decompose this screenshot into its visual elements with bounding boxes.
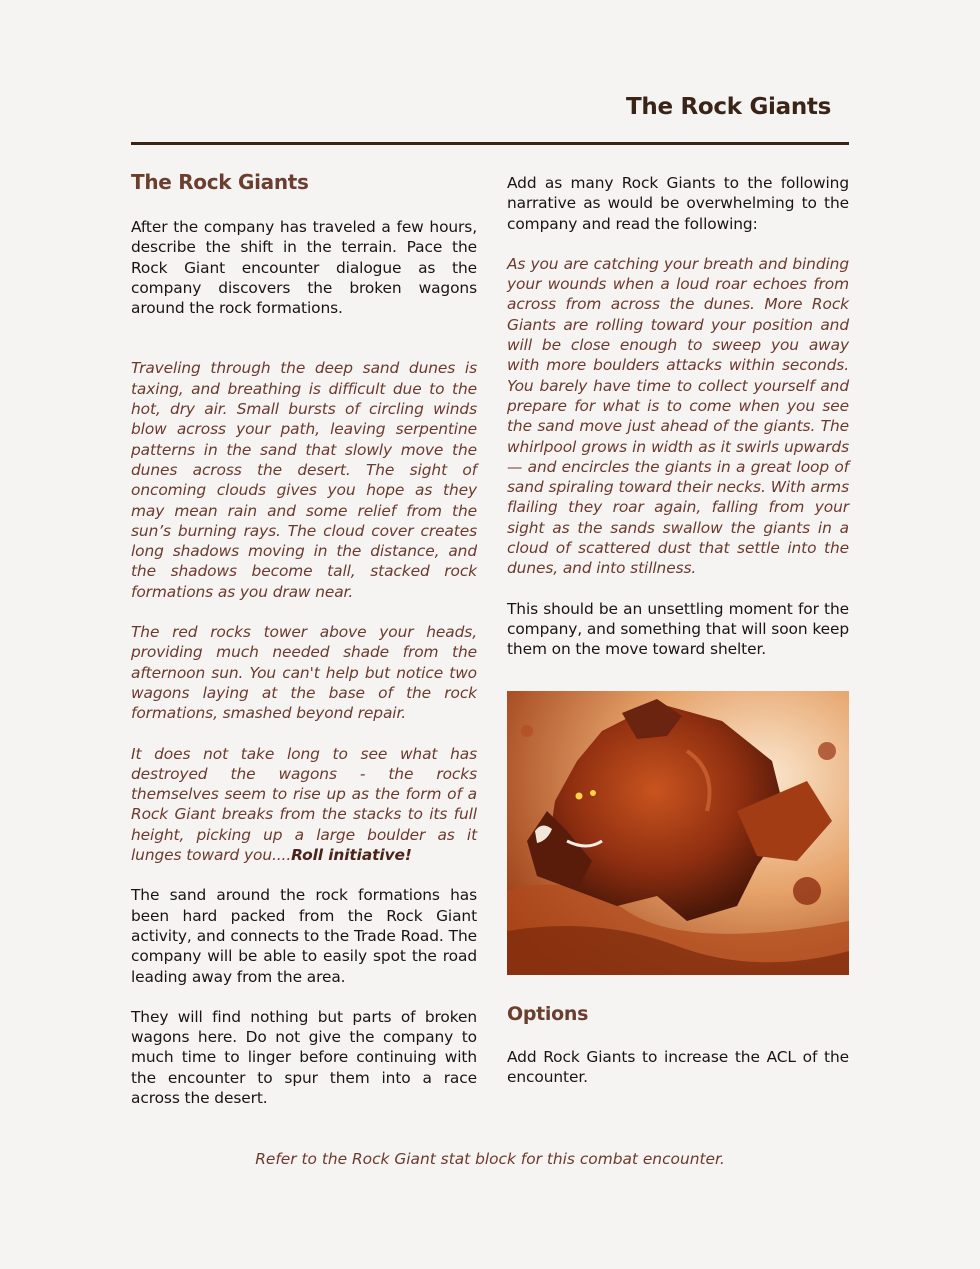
right-column — [507, 173, 849, 1087]
running-header-title: The Rock Giants — [626, 94, 831, 120]
right-intro-paragraph: Add as many Rock Giants to the following narrative as would be overwhelming to the company and read the following: — [507, 174, 849, 233]
roll-initiative-emphasis: Roll initiative! — [291, 846, 412, 865]
right-body-paragraph: This should be an unsettling moment for the company, and something that will soon keep them on the move toward shelter. — [507, 599, 849, 659]
options-paragraph: Add Rock Giants to increase the ACL of the encounter. — [507, 1047, 849, 1086]
read-aloud-text: It does not take long to see what has destroyed the wagons - the rocks themselves seem to rise up as the form of a Rock Giant breaks from the stacks to its full height, picking up a large boulder as it lunges toward you.... — [131, 744, 477, 865]
body-paragraph-1: The sand around the rock formations has been hard packed from the Rock Giant activity, and connects to the Trade Road. The company will be able to easily spot the road leading away from the area. — [131, 886, 477, 986]
intro-paragraph: After the company has traveled a few hours, describe the shift in the terrain. Pace the Rock Giant encounter dialogue as the company discovers the broken wagons around the rock formations. — [131, 218, 477, 318]
section-title: The Rock Giants — [131, 170, 309, 194]
footer-note: Refer to the Rock Giant stat block for this combat encounter. — [255, 1150, 725, 1168]
rock-giant-illustration — [507, 691, 849, 975]
read-aloud-paragraph-3 — [131, 744, 477, 866]
header-divider — [131, 142, 849, 145]
options-heading: Options — [507, 1002, 589, 1025]
read-aloud-paragraph-2: The red rocks tower above your heads, providing much needed shade from the afternoon sun. You can't help but notice two wagons laying at the base of the rock formations, smashed beyond repair. — [131, 623, 477, 723]
left-column — [131, 170, 477, 1108]
read-aloud-paragraph-1: Traveling through the deep sand dunes is taxing, and breathing is difficult due to the hot, dry air. Small bursts of circling winds blow across your path, leaving serpentine patterns in the sand that slowly move the dunes across the desert. The sight of oncoming clouds gives you hope as they may mean rain and some relief from the sun’s burning rays. The cloud cover creates long shadows moving in the distance, and the shadows become tall, stacked rock formations as you draw near. — [131, 359, 477, 601]
read-aloud-paragraph-4: As you are catching your breath and binding your wounds when a loud roar echoes from across from across the dunes. More Rock Giants are rolling toward your position and will be close enough to sweep you away with more boulders attacks within seconds. You barely have time to collect yourself and prepare for what is to come when you see the sand move just ahead of the giants. The whirlpool grows in width as it swirls upwards — and encircles the giants in a great loop of sand spiraling toward their necks. With arms flailing they roar again, falling from your sight as the sands swallow the giants in a cloud of scattered dust that settle into the dunes, and into stillness. — [507, 254, 849, 578]
body-paragraph-2: They will find nothing but parts of broken wagons here. Do not give the company to much time to linger before continuing with the encounter to spur them into a race across the desert. — [131, 1007, 477, 1107]
